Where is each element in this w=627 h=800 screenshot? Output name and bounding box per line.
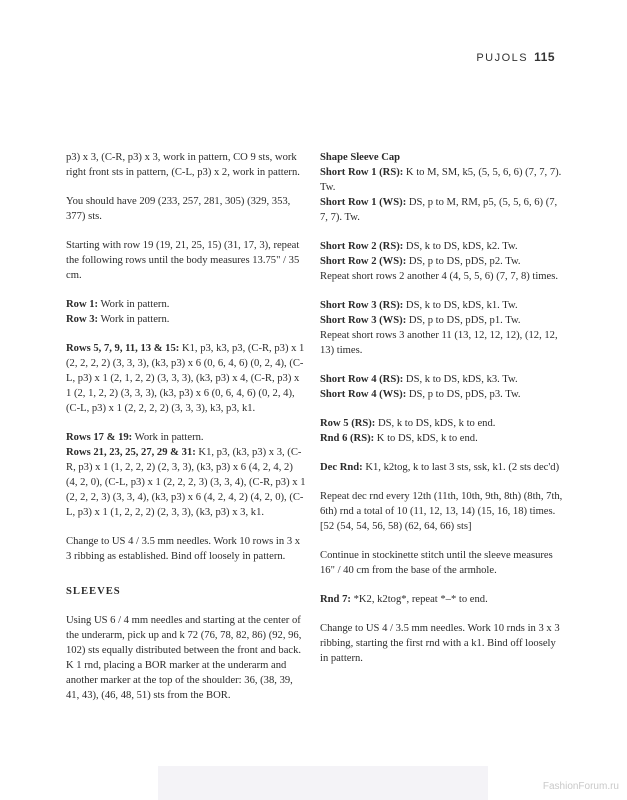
- instruction-label: Rows 17 & 19:: [66, 432, 133, 443]
- left-column: [66, 150, 306, 717]
- instruction-text: DS, k to DS, kDS, k to end.: [375, 418, 496, 429]
- instruction-label: Rnd 7:: [320, 594, 351, 605]
- sleeves-paragraph: Using US 6 / 4 mm needles and starting at the center of the underarm, pick up and k 72 (76, 78, 82, 86) (92, 96, 102) sts equally distributed between the front and back. K 1 rnd, placing a BOR marker at the underarm and another marker at the top of the shoulder: 36, (38, 39, 41, 43), (46, 48, 51) sts from the BOR.: [66, 615, 302, 701]
- instruction-text: Work in pattern.: [132, 432, 204, 443]
- instruction-label: Short Row 2 (RS):: [320, 241, 404, 252]
- instruction-text: K1, k2tog, k to last 3 sts, ssk, k1. (2 sts dec'd): [362, 462, 560, 473]
- instruction-text: K1, p3, (k3, p3) x 3, (C-R, p3) x 1 (1, 2, 2, 2) (2, 3, 3), (k3, p3) x 6 (4, 2, 4, 2) (4, 2, 0), (C-L, p3) x 1 (2, 2, 2, 3) (3, 3, 4), (C-R, p3) x 1 (2, 2, 2, 3) (3, 3, 4), (k3, p3) x 6 (4, 2, 4, 2) (4, 2, 0), (C-L, p3) x 1 (1, 2, 2, 2) (2, 3, 3), (k3, p3) x 3, k1.: [66, 447, 306, 518]
- instruction-text: DS, p to DS, pDS, p3. Tw.: [406, 389, 521, 400]
- instruction-text: Repeat dec rnd every 12th (11th, 10th, 9th, 8th) (8th, 7th, 6th) rnd a total of 10 (11, 12, 13, 14) (15, 16, 18) times. [52 (54, 54, 56, 58) (62, 64, 66) sts]: [320, 491, 563, 532]
- instruction-text: DS, p to M, RM, p5, (5, 5, 6, 6) (7, 7, 7). Tw.: [320, 197, 558, 223]
- instruction-paragraph: [320, 387, 565, 402]
- instruction-paragraph: [66, 194, 306, 224]
- instruction-paragraph: [320, 239, 565, 254]
- instruction-text: K to M, SM, k5, (5, 5, 6, 6) (7, 7, 7). Tw.: [320, 167, 562, 193]
- instruction-text: DS, k to DS, kDS, k3. Tw.: [403, 374, 518, 385]
- instruction-label: Rows 21, 23, 25, 27, 29 & 31:: [66, 447, 196, 458]
- page-number: 115: [534, 50, 555, 64]
- bottom-strip: [158, 766, 488, 800]
- instruction-text: Continue in stockinette stitch until the sleeve measures 16" / 40 cm from the base of the armhole.: [320, 550, 553, 576]
- instruction-label: Dec Rnd:: [320, 462, 363, 473]
- instruction-paragraph: [66, 445, 306, 520]
- instruction-label: Short Row 4 (RS):: [320, 374, 404, 385]
- instruction-paragraph: [66, 312, 306, 327]
- instruction-text: Work in pattern.: [98, 314, 170, 325]
- instruction-text: You should have 209 (233, 257, 281, 305) (329, 353, 377) sts.: [66, 196, 291, 222]
- instruction-text: Starting with row 19 (19, 21, 25, 15) (31, 17, 3), repeat the following rows until the body measures 13.75" / 35 cm.: [66, 240, 300, 281]
- instruction-text: Work in pattern.: [98, 299, 170, 310]
- instruction-label: Short Row 4 (WS):: [320, 389, 407, 400]
- instruction-text: Change to US 4 / 3.5 mm needles. Work 10 rows in 3 x 3 ribbing as established. Bind off loosely in pattern.: [66, 536, 301, 562]
- instruction-paragraph: [320, 621, 565, 666]
- instruction-label: Row 3:: [66, 314, 99, 325]
- instruction-label: Short Row 3 (RS):: [320, 300, 404, 311]
- instruction-label: Shape Sleeve Cap: [320, 152, 401, 163]
- instruction-label: Row 5 (RS):: [320, 418, 376, 429]
- instruction-label: Short Row 1 (RS):: [320, 167, 404, 178]
- instruction-paragraph: [320, 195, 565, 225]
- instruction-paragraph: [320, 489, 565, 534]
- sleeves-heading: SLEEVES: [66, 586, 121, 597]
- chapter-title: PUJOLS: [476, 52, 529, 64]
- instruction-label: Row 1:: [66, 299, 99, 310]
- watermark: FashionForum.ru: [542, 781, 619, 792]
- instruction-paragraph: [320, 298, 565, 313]
- instruction-text: Repeat short rows 3 another 11 (13, 12, 12, 12), (12, 12, 13) times.: [320, 330, 558, 356]
- instruction-label: Short Row 3 (WS):: [320, 315, 407, 326]
- instruction-label: Short Row 2 (WS):: [320, 256, 407, 267]
- instruction-paragraph: [320, 313, 565, 328]
- instruction-text: DS, p to DS, pDS, p1. Tw.: [406, 315, 521, 326]
- instruction-text: Change to US 4 / 3.5 mm needles. Work 10 rnds in 3 x 3 ribbing, starting the first rnd with a k1. Bind off loosely in pattern.: [320, 623, 560, 664]
- instruction-text: p3) x 3, (C-R, p3) x 3, work in pattern, CO 9 sts, work right front sts in pattern, (C-L, p3) x 2, work in pattern.: [66, 152, 300, 178]
- instruction-paragraph: [320, 328, 565, 358]
- instruction-paragraph: [320, 460, 565, 475]
- instruction-paragraph: [66, 341, 306, 416]
- page-header: [476, 50, 555, 64]
- instruction-paragraph: [320, 269, 565, 284]
- instruction-text: *K2, k2tog*, repeat *–* to end.: [350, 594, 488, 605]
- instruction-paragraph: [320, 372, 565, 387]
- instruction-label: Rnd 6 (RS):: [320, 433, 375, 444]
- instruction-text: Repeat short rows 2 another 4 (4, 5, 5, 6) (7, 7, 8) times.: [320, 271, 559, 282]
- instruction-text: DS, k to DS, kDS, k1. Tw.: [403, 300, 518, 311]
- instruction-paragraph: [66, 150, 306, 180]
- instruction-paragraph: [66, 534, 306, 564]
- right-paragraphs: [320, 150, 565, 666]
- instruction-paragraph: [320, 416, 565, 431]
- instruction-paragraph: [66, 297, 306, 312]
- instruction-text: DS, p to DS, pDS, p2. Tw.: [406, 256, 521, 267]
- instruction-paragraph: [320, 150, 565, 165]
- instruction-label: Rows 5, 7, 9, 11, 13 & 15:: [66, 343, 180, 354]
- instruction-paragraph: [66, 238, 306, 283]
- instruction-text: K to DS, kDS, k to end.: [374, 433, 478, 444]
- instruction-paragraph: [320, 592, 565, 607]
- instruction-paragraph: [320, 254, 565, 269]
- instruction-text: K1, p3, k3, p3, (C-R, p3) x 1 (2, 2, 2, 2) (3, 3, 3), (k3, p3) x 6 (0, 6, 4, 6) (0, 2, 4), (C-L, p3) x 1 (2, 1, 2, 2) (3, 3, 3), (k3, p3) x 4, (C-R, p3) x 1 (2, 1, 2, 2) (3, 3, 3), (k3, p3) x 6 (0, 6, 4, 6) (0, 2, 4), (C-L, p3) x 1 (2, 2, 2, 2) (3, 3, 3), k3, p3, k1.: [66, 343, 305, 414]
- left-paragraphs: [66, 150, 306, 564]
- instruction-paragraph: [320, 548, 565, 578]
- instruction-paragraph: [66, 430, 306, 445]
- instruction-paragraph: [320, 431, 565, 446]
- instruction-paragraph: [320, 165, 565, 195]
- instruction-label: Short Row 1 (WS):: [320, 197, 407, 208]
- instruction-text: DS, k to DS, kDS, k2. Tw.: [403, 241, 518, 252]
- right-column: [320, 150, 565, 680]
